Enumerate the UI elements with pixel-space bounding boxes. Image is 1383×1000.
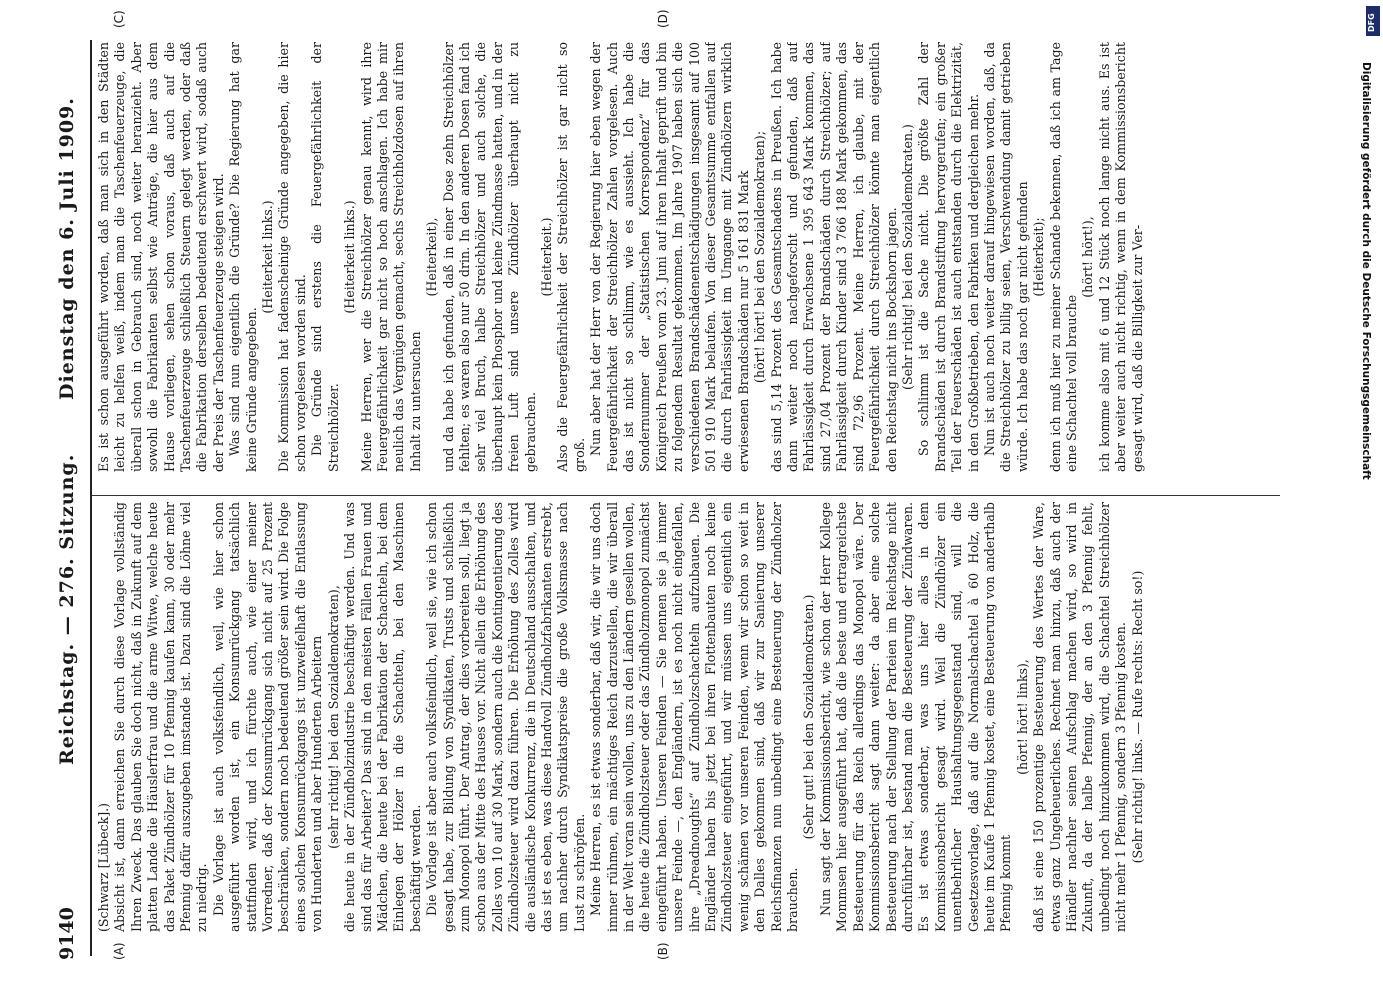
left-text-column — [96, 502, 1270, 932]
margin-marker-d: (D) — [656, 9, 670, 28]
paragraph: Die Kommission hat fadenscheinige Gründe angegeben, die hier schon vorgelesen worden sind. — [276, 42, 308, 472]
paragraph: Die Gründe sind erstens die Feuergefährlichkeit der Streichhölzer. — [309, 42, 341, 472]
paragraph: daß ist eine 150 prozentige Besteuerung des Wertes der Ware, etwas ganz Ungeheuerliches. Rechnet man hinzu, daß auch der Händler nachher seinen Aufschlag machen wird, so wird in Zukunft, da der halbe Pfennig, der an den 3 Pfennig fehlt, unbedingt noch hinzukommen wird, die Schachtel Streichhölzer nicht mehr 1 Pfennig, sondern 3 Pfennig kosten. — [1031, 502, 1129, 932]
paragraph: Meine Herren, es ist etwas sonderbar, daß wir, die wir uns doch immer rühmen, ein mächtiges Reich darzustellen, die wir überall in der Welt voran sein wollen, uns zu den Ländern gesellen wollen, die heute die Zündholzsteuer oder das Zündholzmonopol zumächst eingeführt haben. Unseren Feinden — Sie nennen sie ja immer unsere Feinde —, den Engländern, ist es noch nicht eingefallen, ihre „Dreadnoughts“ auf Zündholzschachteln aufzubauen. Die Engländer haben bis jetzt bei ihren Flottenbauten noch keine Zündholzsteuer eingeführt, und wir müssen uns eigentlich ein wenig schämen vor unseren Feinden, wenn wir schon so weit in den Dalles gekommen sind, daß wir zur Sanierung unserer Reichsfinanzen nun unbedingt eine Besteuerung der Zündholzer brauchen. — [588, 502, 801, 932]
paragraph: denn ich muß hier zu meiner Schande bekennen, daß ich am Tage eine Schachtel voll brauche — [1047, 42, 1079, 472]
interjection: (Sehr gut! bei den Sozialdemokraten.) — [801, 594, 817, 840]
paragraph: und da habe ich gefunden, daß in einer Dose zehn Streichhölzer fehlten; es waren also nur 50 drin. In den anderen Dosen fand ich sehr viel Bruch, halbe Streichhölzer und auch solche, die überhaupt kein Phosphor und keine Zündmasse hatten, und in der freien Luft sind unsere Zündhölzer überhaupt nicht zu gebrauchen. — [440, 42, 538, 472]
paragraph: Es ist schon ausgeführt worden, daß man sich in den Städten leicht zu helfen weiß, indem man die Taschenfeuerzeuge, die überall schon in Gebrauch sind, noch weiter heranzieht. Aber sowohl die Fabrikanten selbst wie Anträge, die hier aus dem Hause vorliegen, sehen schon voraus, daß auch auf die Taschenfeuerzeuge schließlich Steuern gelegt werden, oder daß die Fabrikation derselben bedeutend erschwert wird, sodaß auch der Preis der Taschenfeuerzeuge steigen wird. — [96, 42, 226, 472]
page-number: 9140 — [56, 907, 78, 960]
interjection: (Heiterkeit); — [1031, 217, 1047, 297]
interjection: (Heiterkeit), — [424, 217, 440, 297]
column-divider — [92, 495, 1280, 496]
paragraph: Meine Herren, wer die Streichhölzer genau kennt, wird ihre Feuergefährlichkeit gar nicht so hoch anschlagen. Ich habe mir neulich das Vergnügen gemacht, sechs Streichholzdosen auf ihren Inhalt zu untersuchen — [358, 42, 423, 472]
paragraph: Nun ist auch noch weiter darauf hingewiesen worden, daß, da die Streichhölzer zu billig seien, Verschwendung damit getrieben würde. Ich habe das noch gar nicht gefunden — [981, 42, 1030, 472]
paragraph: Die Vorlage ist aber auch volksfeindlich, weil sie, wie ich schon gesagt habe, zur Bildung von Syndikaten, Trusts und schließlich zum Monopol führt. Der Antrag, der dies vorbereiten soll, liegt ja schon aus der Mitte des Hauses vor. Nicht allein die Erhöhung des Zolles von 10 auf 30 Mark, sondern auch die Kontingentierung des Zündholzsteuer wird dazu führen. Die Erhöhung des Zolles wird die ausländische Konkurrenz, die in Deutschland ausschalten, und das ist es eben, was diese Handvoll Zündholzfabrikanten erstrebt, um nachher durch Syndikatspreise die große Volksmasse nach Lust zu schröpfen. — [424, 502, 587, 932]
paragraph: Was sind nun eigentlich die Gründe? Die Regierung hat gar keine Gründe angegeben. — [227, 42, 259, 472]
paragraph: So schlimm ist die Sache nicht. Die größte Zahl der Brandschäden ist durch Brandstiftung hervorgerufen; ein großer Teil der Feuerschäden ist auch entstanden durch die Elektrizität, in den Großbetrieben, den Fabriken und dergleichen mehr. — [916, 42, 981, 472]
paragraph: Die Vorlage ist auch volksfeindlich, weil, wie hier schon ausgeführt worden ist, ein Konsumrückgang tatsächlich stattfinden wird, und ich fürchte auch, wie einer meiner Vorredner, daß der Konsumrückgang sich nicht auf 25 Prozent beschränken, sondern noch bedeutend größer sein wird. Die Folge eines solchen Konsumrückgangs ist unzweifelhaft die Entlassung von Hunderten und aber Hunderten Arbeitern — [210, 502, 325, 932]
interjection: (hört! hört! bei den Sozialdemokraten); — [752, 130, 768, 384]
interjection: (Sehr richtig! bei den Sozialdemokraten.) — [899, 124, 915, 390]
interjection: (sehr richtig! bei den Sozialdemokraten), — [325, 585, 341, 849]
margin-marker-a: (A) — [112, 942, 126, 960]
paragraph: das sind 5,14 Prozent des Gesamtschadens in Preußen. Ich habe dann weiter noch nachgeforscht und gefunden, daß auf Fahrlässigkeit durch Erwachsene 1 395 643 Mark kommen, das sind 27,04 Prozent der Brandschäden durch Streichhölzer; auf Fahrlässigkeit durch Kinder sind 3 766 188 Mark gekommen, das sind 72,96 Prozent. Meine Herren, ich glaube, mit der Feuergefährlichkeit durch Streichhölzer könnte man eigentlich den Reichstag nicht ins Bockshorn jagen. — [768, 42, 899, 472]
session-title: Reichstag. — 276. Sitzung. — [56, 453, 78, 765]
paragraph: Nun sagt der Kommissionsbericht, wie schon der Herr Kollege Mommsen hier ausgeführt hat, daß die beste und ertragreichste Besteuerung für das Reich allerdings das Monopol wäre. Der Kommissionsbericht sagt dann weiter: da aber eine solche Besteuerung nach der Stellung der Parteien im Reichstage nicht durchführbar ist, bestand man die Besteuerung der Zündwaren. Es ist etwas sonderbar, was uns hier alles in dem Kommissionsbericht gesagt wird. Weil die Zündhölzer ein unentbehrlicher Haushaltungsgegenstand sind, will die Gesetzesvorlage, daß auf die Normalschachtel à 60 Holz, die heute im Kaufe 1 Pfennig kostet, eine Besteuerung von anderthalb Pfennig kommt — [817, 502, 1014, 932]
paragraph: Nun aber hat der Herr von der Regierung hier eben wegen der Feuergefährlichkeit der Streichhölzer Zahlen vorgelesen. Auch das ist nicht so schlimm, wie es aussieht. Ich habe die Sondernummer der „Statistischen Korrespondenz“ für das Königreich Preußen vom 23. Juni auf ihren Inhalt geprüft und bin zu folgendem Resultat gekommen. Im Jahre 1907 haben sich die verschiedenen Brandschädenentschädigungen insgesamt auf 100 501 910 Mark belaufen. Von dieser Gesamtsumme entfallen auf die durch Fahrlässigkeit im Umgange mit Zündhölzern wirklich erwiesenen Brandschäden nur 5 161 831 Mark — [588, 42, 751, 472]
credit-text: Digitalisierung gefördert durch die Deutsche Forschungsgemeinschaft — [1360, 62, 1372, 480]
paragraph: die heute in der Zündholzindustrie beschäftigt werden. Und was sind das für Arbeiter? Das sind in den meisten Fällen Frauen und Mädchen, die heute bei der Fabrikation der Schachteln, bei dem Einlegen der Hölzer in die Schachteln, bei den Maschinen beschäftigt werden. — [342, 502, 423, 932]
session-date: Dienstag den 6. Juli 1909. — [56, 97, 78, 400]
margin-marker-c: (C) — [112, 10, 126, 28]
right-text-column — [96, 42, 1270, 472]
interjection: (Heiterkeit links.) — [342, 200, 358, 314]
paragraph: ich komme also mit 6 und 12 Stück noch lange nicht aus. Es ist aber weiter auch nicht richtig, wenn in dem Kommissionsbericht gesagt wird, daß die Billigkeit zur Ver- — [1096, 42, 1145, 472]
paragraph: (Schwarz [Lübeck].) — [96, 802, 111, 932]
interjection: (hört! hört!), — [1080, 216, 1096, 298]
header-rule — [90, 40, 92, 956]
paragraph: Also die Feuergefährlichkeit der Streichhölzer ist gar nicht so groß. — [555, 42, 587, 472]
interjection: (Heiterkeit links.) — [260, 200, 276, 314]
paragraph: Absicht ist, dann erreichen Sie durch diese Vorlage vollständig Ihren Zweck. Das glauben Sie doch nicht, daß in Zukunft auf dem platten Lande die Häuslerfrau und die arme Witwe, welche heute das Paket Zündhölzer für 10 Pfennig kaufen kann, 30 oder mehr Pfennig dafür auszugeben imstande ist. Dazu sind die Löhne viel zu niedrig. — [112, 502, 210, 932]
interjection: (hört! hört! links), — [1014, 659, 1030, 775]
dfg-logo: DFG — [1366, 6, 1380, 36]
interjection: (Heiterkeit.) — [538, 217, 554, 297]
margin-marker-b: (B) — [656, 942, 670, 960]
interjection: (Sehr richtig! links. — Rufe rechts: Recht so!) — [1129, 570, 1145, 864]
page-header — [52, 20, 86, 960]
digitization-credit — [1360, 40, 1374, 600]
